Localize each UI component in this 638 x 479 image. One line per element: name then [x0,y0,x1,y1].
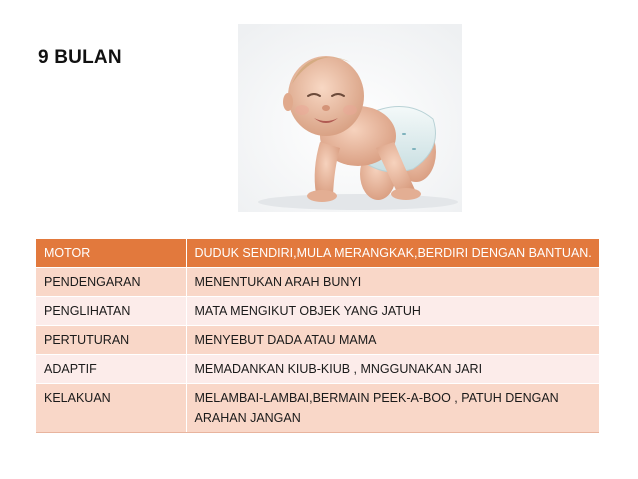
table-row-pertuturan [36,326,599,355]
milestone-table [36,238,599,433]
description-cell: MENYEBUT DADA ATAU MAMA [186,326,599,355]
table-row-penglihatan [36,297,599,326]
description-cell: MEMADANKAN KIUB-KIUB , MNGGUNAKAN JARI [186,355,599,384]
slide-title: 9 BULAN [38,47,122,68]
crawling-baby-photo [238,24,462,212]
category-cell: PERTUTURAN [36,326,186,355]
table-row-pendengaran [36,268,599,297]
table-row-adaptif [36,355,599,384]
table-row-motor [36,239,599,268]
description-cell: MENENTUKAN ARAH BUNYI [186,268,599,297]
table-row-kelakuan [36,384,599,433]
category-cell: MOTOR [36,239,186,268]
category-cell: ADAPTIF [36,355,186,384]
description-cell: MELAMBAI-LAMBAI,BERMAIN PEEK-A-BOO , PATUH DENGAN ARAHAN JANGAN [186,384,599,433]
category-cell: PENDENGARAN [36,268,186,297]
category-cell: KELAKUAN [36,384,186,433]
description-cell: DUDUK SENDIRI,MULA MERANGKAK,BERDIRI DENGAN BANTUAN. [186,239,599,268]
description-cell: MATA MENGIKUT OBJEK YANG JATUH [186,297,599,326]
category-cell: PENGLIHATAN [36,297,186,326]
